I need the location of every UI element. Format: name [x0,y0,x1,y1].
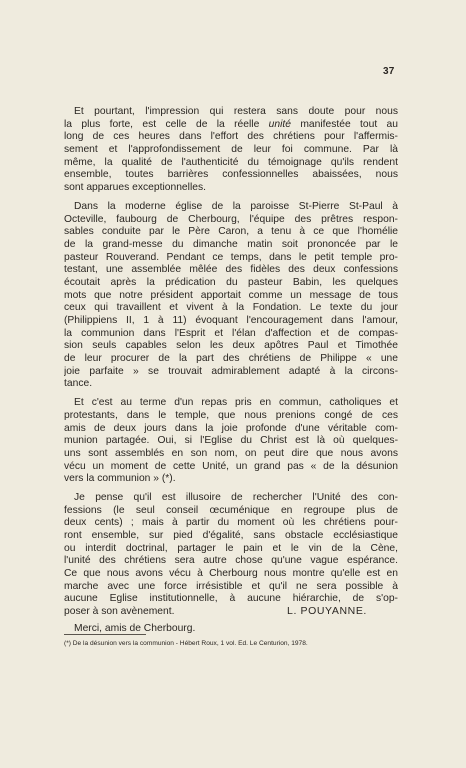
footnote-divider [64,634,146,635]
text-line: tance. [64,378,93,390]
text-line: long de ces heures dans l'effort des chrétiens pour l'affermis- [64,131,398,143]
footnote: (*) De la désunion vers la communion - Hébert Roux, 1 vol. Ed. Le Centurion, 1978. [64,640,308,647]
text-line: sion seuls capables selon les deux apôtres Paul et Timothée [64,340,398,352]
text-line: Dans la moderne église de la paroisse St-Pierre St-Paul à [74,200,398,212]
text-line: de la grand-messe du dimanche matin soit prononcée par le [64,238,398,250]
text-line: pasteur Rouverand. Pendant ce temps, dans le petit temple pro- [64,251,398,263]
text-line: Merci, amis de Cherbourg. [74,622,196,634]
text-line: Et c'est au terme d'un repas pris en commun, catholiques et [74,397,398,409]
text-line: poser à son avènement. [64,606,175,618]
text-line: protestants, dans le temple, que nous prenions congé de ces [64,409,398,421]
text-line: la communion dans l'Esprit et l'élan d'affection et de compas- [64,327,398,339]
text-line: Et pourtant, l'impression qui restera sans doute pour nous [74,106,398,117]
text-line: testant, une assemblée mêlée des fidèles des deux confessions [64,264,398,276]
paragraph [64,201,398,391]
text-line: même, la qualité de l'authenticité du témoignage qu'ils rendent [64,156,398,168]
text-line: sables conduite par le Père Caron, a tenu à ce que l'homélie [64,226,398,238]
text-line: (Philippiens II, 1 à 11) évoquant l'encouragement dans l'amour, [64,315,398,326]
text-line: ront ensemble, sur pied d'égalité, sans obstacle ecclésiastique [64,530,398,541]
text-line: vers la communion » (*). [64,473,176,485]
author-signature: L. POUYANNE. [287,605,367,617]
text-line: aucune Eglise institutionnelle, à aucune hiérarchie, de s'op- [64,593,398,605]
article-body [64,106,398,636]
text-line: l'unité des chrétiens sera autre chose qu'une vague espérance. [64,555,398,567]
text-line: mots que notre président apportait comme un message de tous [64,289,398,301]
text-line: ou interdit doctrinal, partager le pain et le vin de la Cène, [64,542,398,554]
emphasis: unité [268,118,291,130]
text-line: la plus forte, est celle de la réelle unité manifestée tout au [64,118,398,130]
text-line: uns sont assemblés en son nom, on peut dire que nous avons [64,447,398,459]
text-line: fessions (le seul conseil œcuménique en regroupe plus de [64,504,398,516]
text-line: écoutait après la prédication du pasteur Babin, les quelques [64,276,398,288]
text-line: joie parfaite » se trouvait admirablement adapté à la circons- [64,365,398,377]
text-line: munion partagée. Oui, si l'Eglise du Christ est là où quelques- [64,435,398,447]
text-line: amis de deux jours dans la joie profonde d'une véritable com- [64,422,398,434]
text-line: de leur procurer de la part des chrétiens de Philippe « une [64,353,398,365]
text-line: deux cents) ; mais à partir du moment où les chrétiens pour- [64,517,398,529]
paragraph [64,397,398,486]
page-number: 37 [383,66,395,77]
text-line: ensemble, toutes barrières confessionnelles abaissées, nous [64,169,398,181]
text-line: sont apparues exceptionnelles. [64,182,206,194]
text-line: sement et l'approfondissement de leur foi commune. Par là [64,144,398,156]
text-line: Ce que nous avons vécu à Cherbourg nous montre qu'elle est en [64,568,398,580]
text-line: vécu un moment de cette Unité, un grand pas « de la désunion [64,460,398,472]
text-line: Je pense qu'il est illusoire de rechercher l'Unité des con- [74,491,398,503]
paragraph [64,492,398,619]
text-line: Octeville, faubourg de Cherbourg, l'équipe des prêtres respon- [64,213,398,225]
paragraph [64,106,398,195]
text-line: marche avec une force irrésistible et qu'il ne sera possible à [64,580,398,592]
text-line: ceux qui travaillent et vivent à la Fondation. Le texte du jour [64,302,398,314]
